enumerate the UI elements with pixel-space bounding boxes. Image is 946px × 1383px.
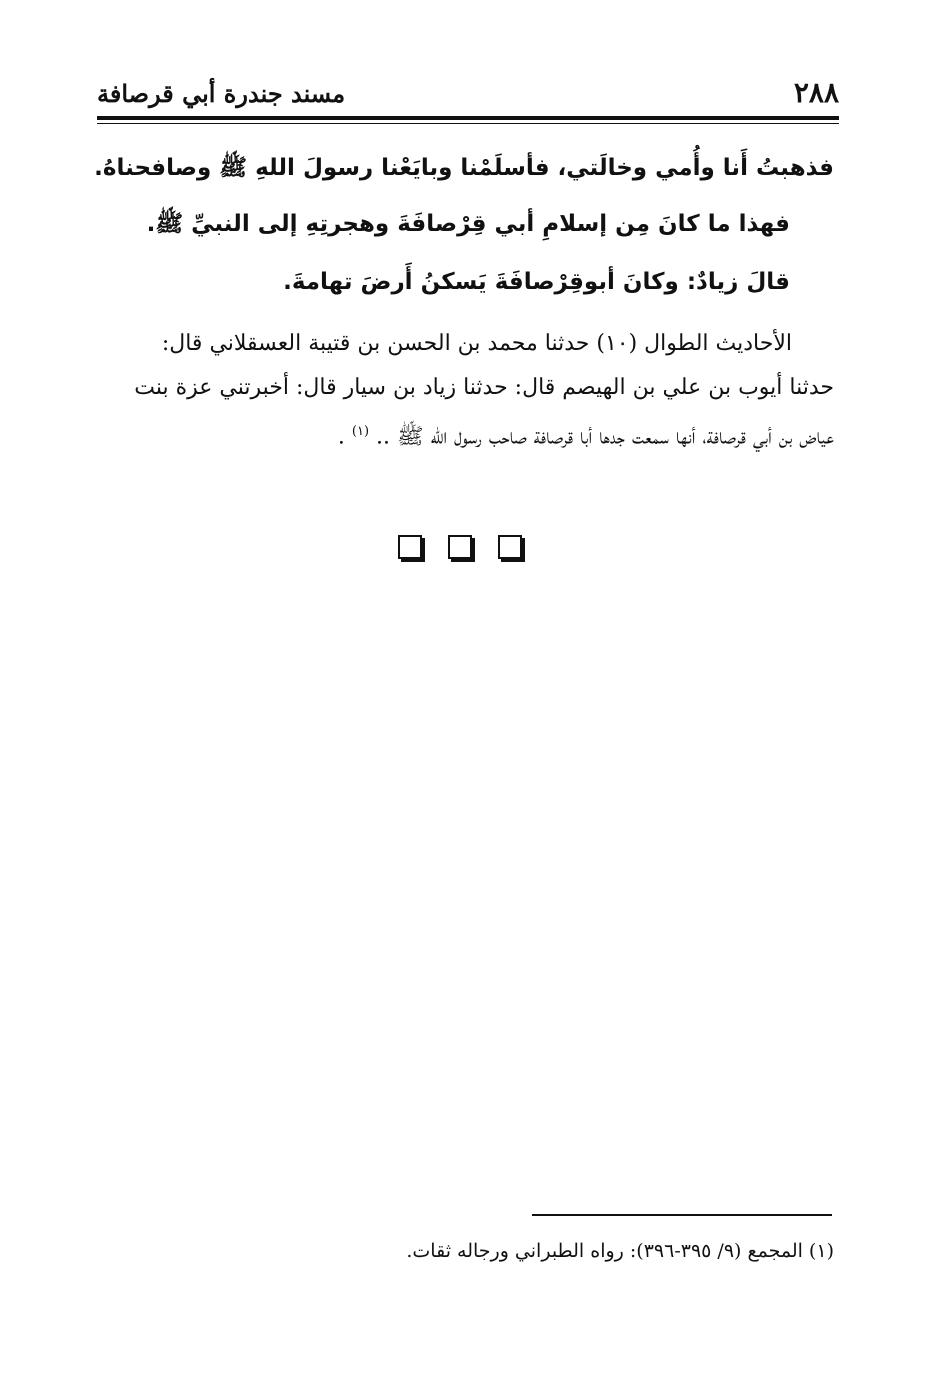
hadith-body [94, 322, 834, 454]
footnote: (١) المجمع (٩/ ٣٩٥-٣٩٦): رواه الطبراني ورجاله ثقات. [406, 1240, 834, 1262]
paragraph-3: قالَ زيادٌ: وكانَ أبوقِرْصافَةَ يَسكنُ أَرضَ تهامةَ. [283, 269, 790, 295]
body-line-3-text: عياض بن أبي قرصافة، أنها سمعت جدها أبا قرصافة صاحب رسول الله ﷺ .. [376, 424, 834, 450]
page-number: ٢٨٨ [793, 76, 839, 109]
body-line-1: الأحاديث الطوال (١٠) حدثنا محمد بن الحسن بن قتيبة العسقلاني قال: [161, 331, 792, 356]
body-line-3 [94, 410, 834, 454]
body-line-2: حدثنا أيوب بن علي بن الهيصم قال: حدثنا زياد بن سيار قال: أخبرتني عزة بنت [134, 375, 834, 400]
section-separator [398, 535, 526, 559]
footnote-rule [532, 1214, 832, 1216]
footnote-marker: (١) [351, 424, 370, 439]
separator-square-icon [398, 535, 422, 559]
separator-square-icon [448, 535, 472, 559]
running-title: مسند جندرة أبي قرصافة [97, 79, 346, 108]
header-rule-thick [97, 116, 839, 120]
paragraph-2: فهذا ما كانَ مِن إسلامِ أبي قِرْصافَةَ وهجرتِهِ إلى النبيِّ ﷺ. [146, 211, 790, 237]
separator-square-icon [498, 535, 522, 559]
paragraph-1: فذهبتُ أَنا وأُمي وخالَتي، فأسلَمْنا وبايَعْنا رسولَ اللهِ ﷺ وصافحناهُ. [94, 155, 834, 181]
body-line-3-end: . [337, 424, 345, 450]
header-rule-thin [97, 123, 839, 124]
page-header [97, 74, 839, 112]
